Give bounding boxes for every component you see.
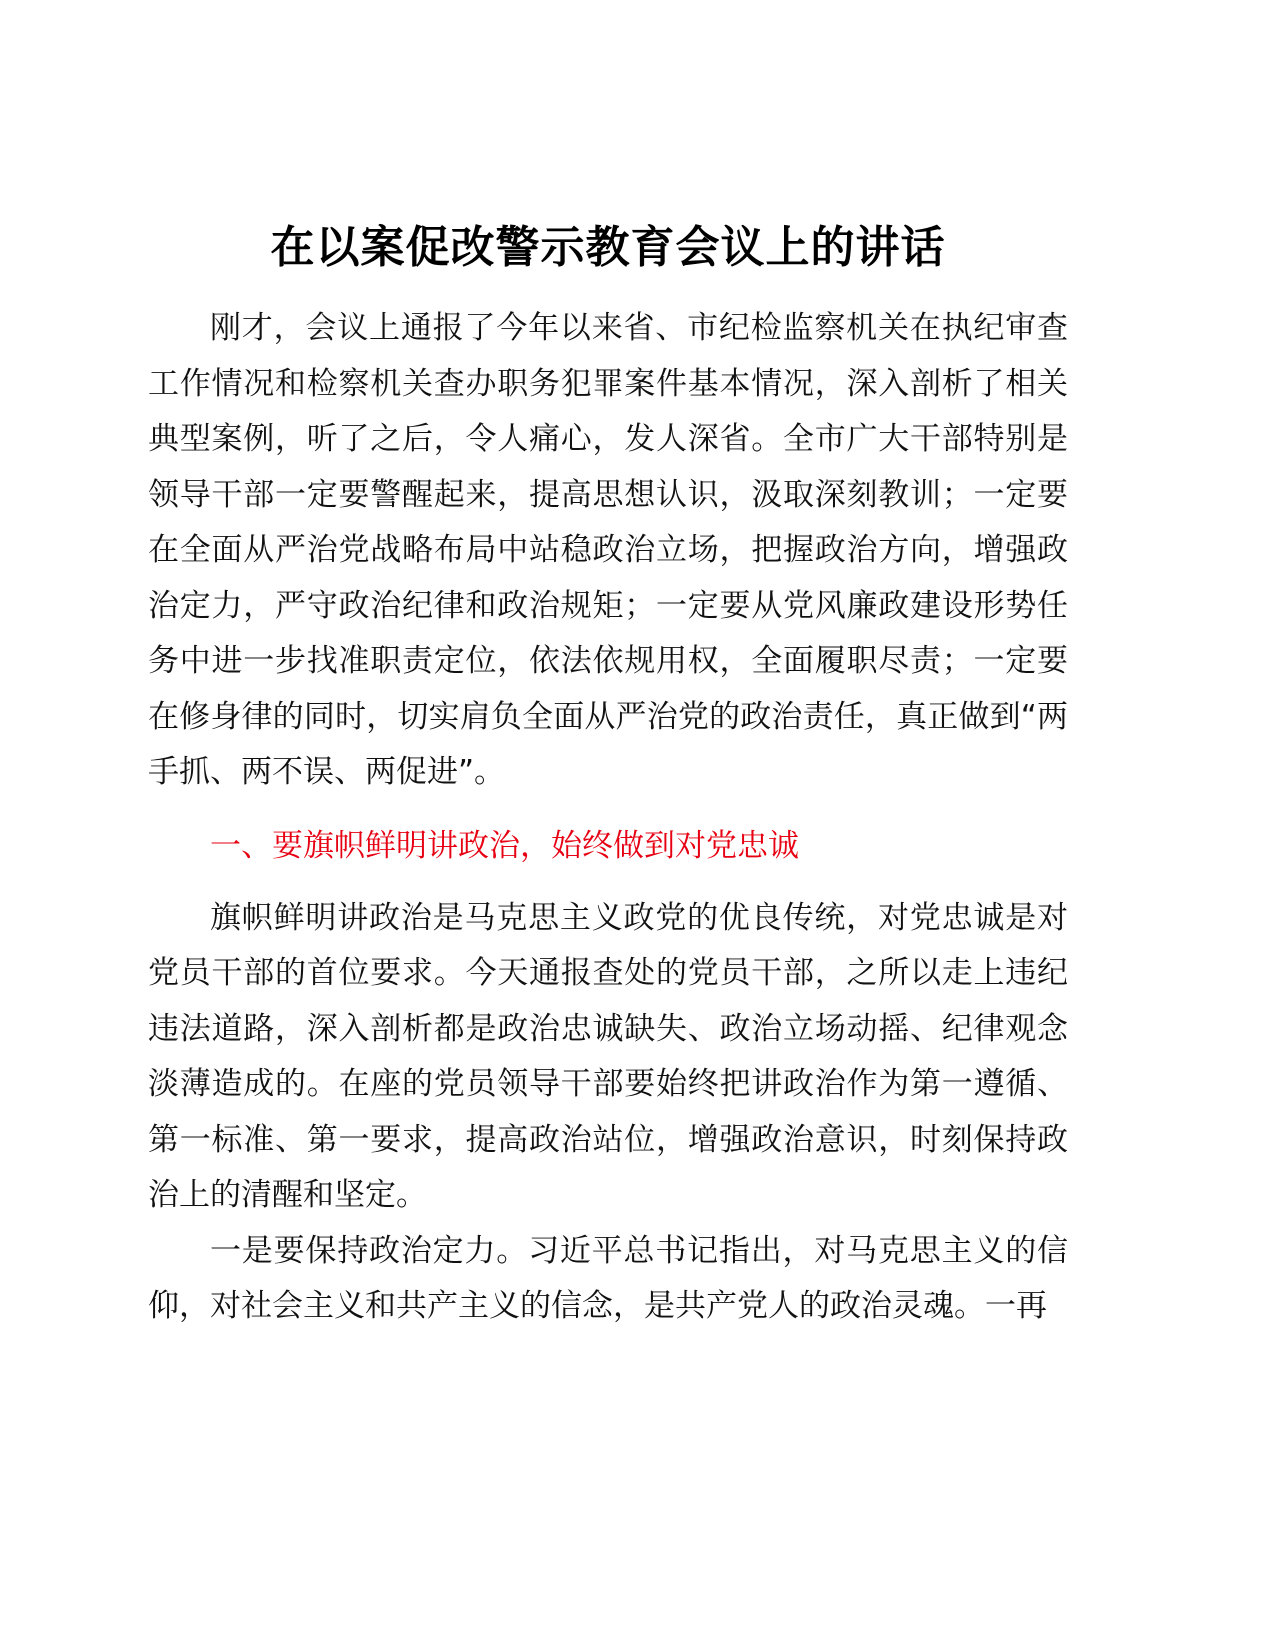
section-1-paragraph: 旗帜鲜明讲政治是马克思主义政党的优良传统，对党忠诚是对党员干部的首位要求。今天通报查处的党员干部，之所以走上违纪违法道路，深入剖析都是政治忠诚缺失、政治立场动摇、纪律观念淡薄造成的。在座的党员领导干部要始终把讲政治作为第一遵循、第一标准、第一要求，提高政治站位，增强政治意识，时刻保持政治上的清醒和坚定。 bbox=[148, 899, 1068, 1213]
document-title: 在以案促改警示教育会议上的讲话 bbox=[270, 222, 946, 273]
point-1-paragraph: 一是要保持政治定力。习近平总书记指出，对马克思主义的信仰，对社会主义和共产主义的信念，是共产党人的政治灵魂。一再 bbox=[148, 1232, 1068, 1324]
intro-paragraph: 刚才，会议上通报了今年以来省、市纪检监察机关在执纪审查工作情况和检察机关查办职务犯罪案件基本情况，深入剖析了相关典型案例，听了之后，令人痛心，发人深省。全市广大干部特别是领导干部一定要警醒起来，提高思想认识，汲取深刻教训；一定要在全面从严治党战略布局中站稳政治立场，把握政治方向，增强政治定力，严守政治纪律和政治规矩；一定要从党风廉政建设形势任务中进一步找准职责定位，依法依规用权，全面履职尽责；一定要在修身律的同时，切实肩负全面从严治党的政治责任，真正做到“两手抓、两不误、两促进”。 bbox=[148, 310, 1068, 790]
section-heading-1: 一、要旗帜鲜明讲政治，始终做到对党忠诚 bbox=[210, 827, 799, 864]
document-body bbox=[148, 215, 1068, 1335]
